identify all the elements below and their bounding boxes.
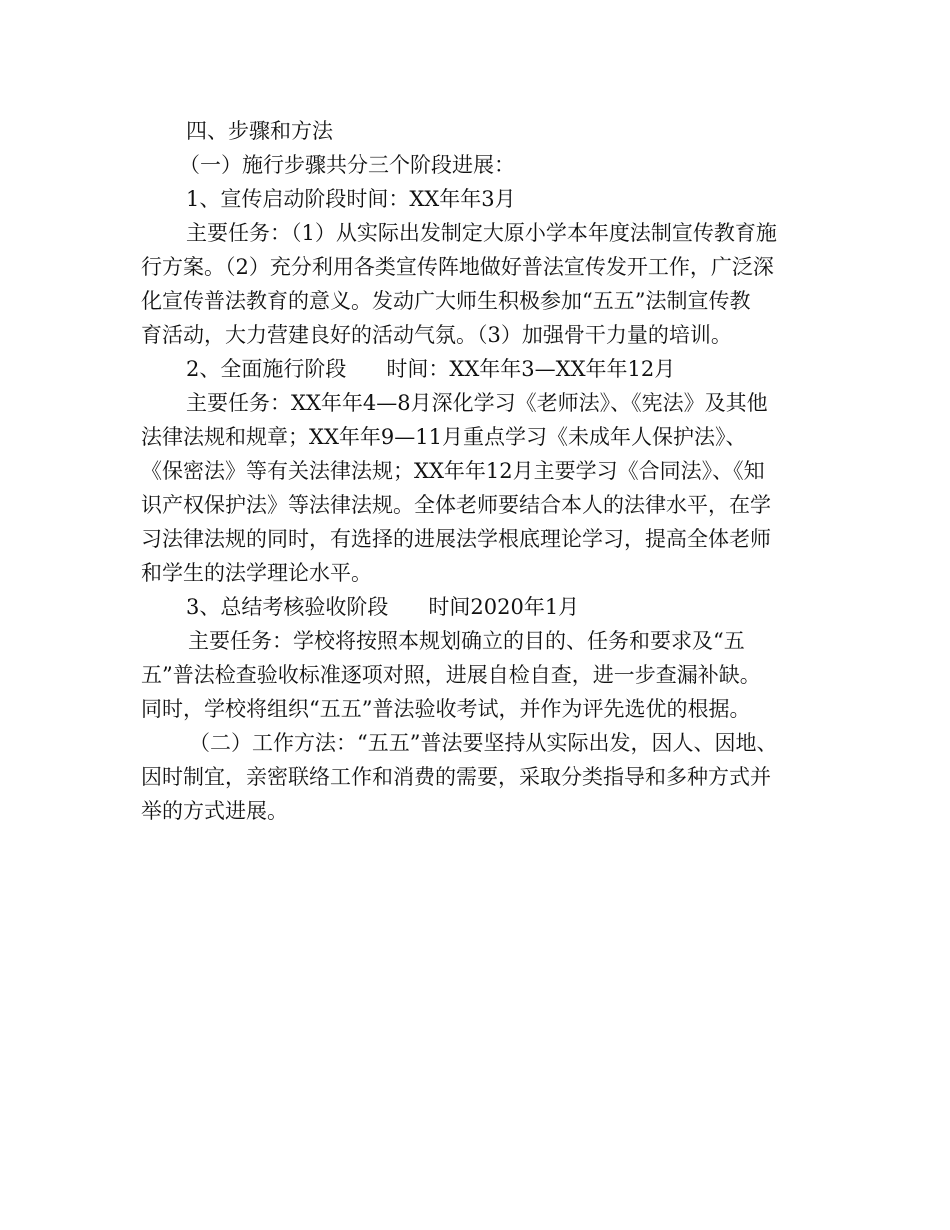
stage3-title: 3、总结考核验收阶段 (186, 595, 389, 619)
stage2-heading (141, 352, 821, 386)
stage1-task-line: 行方案。（2）充分利用各类宣传阵地做好普法宣传发开工作，广泛深 (141, 255, 774, 279)
stage2-title: 2、全面施行阶段 (186, 357, 347, 381)
stage2-time: 时间：XX年年3—XX年年12月 (386, 357, 676, 381)
stage2-task-line: 习法律法规的同时，有选择的进展法学根底理论学习，提高全体老师 (141, 527, 771, 551)
stage2-task-line: 和学生的法学理论水平。 (141, 561, 372, 585)
document-body (141, 114, 821, 828)
stage2-task-line: 识产权保护法》等法律法规。全体老师要结合本人的法律水平，在学 (141, 493, 771, 517)
stage1-task-line: 主要任务：（1）从实际出发制定大原小学本年度法制宣传教育施 (186, 221, 777, 245)
subsection-heading: （一）施行步骤共分三个阶段进展： (179, 153, 515, 177)
stage3-task-line: 主要任务：学校将按照本规划确立的目的、任务和要求及“五 (188, 629, 745, 653)
stage2-task-line: 主要任务：XX年年4—8月深化学习《老师法》、《宪法》及其他 (186, 391, 768, 415)
method-line: 举的方式进展。 (141, 799, 288, 823)
stage1-title: 1、宣传启动阶段时间：XX年年3月 (186, 187, 516, 211)
stage3-time: 时间2020年1月 (428, 595, 580, 619)
stage3-task-line: 同时，学校将组织“五五”普法验收考试，并作为评先选优的根据。 (141, 697, 751, 721)
stage2-task-line: 法律法规和规章；XX年年9—11月重点学习《未成年人保护法》、 (141, 425, 747, 449)
stage3-heading (141, 590, 821, 624)
stage1-task-line: 育活动，大力营建良好的活动气氛。（3）加强骨干力量的培训。 (141, 323, 732, 347)
stage2-task-line: 《保密法》等有关法律法规；XX年年12月主要学习《合同法》、《知 (141, 459, 765, 483)
method-line: 因时制宜，亲密联络工作和消费的需要，采取分类指导和多种方式并 (141, 765, 771, 789)
stage3-task-line: 五”普法检查验收标准逐项对照，进展自检自查，进一步查漏补缺。 (141, 663, 761, 687)
method-line: （二）工作方法：“五五”普法要坚持从实际出发，因人、因地、 (189, 731, 778, 755)
stage1-task-line: 化宣传普法教育的意义。发动广大师生积极参加“五五”法制宣传教 (141, 289, 751, 313)
section-heading: 四、步骤和方法 (186, 119, 333, 143)
